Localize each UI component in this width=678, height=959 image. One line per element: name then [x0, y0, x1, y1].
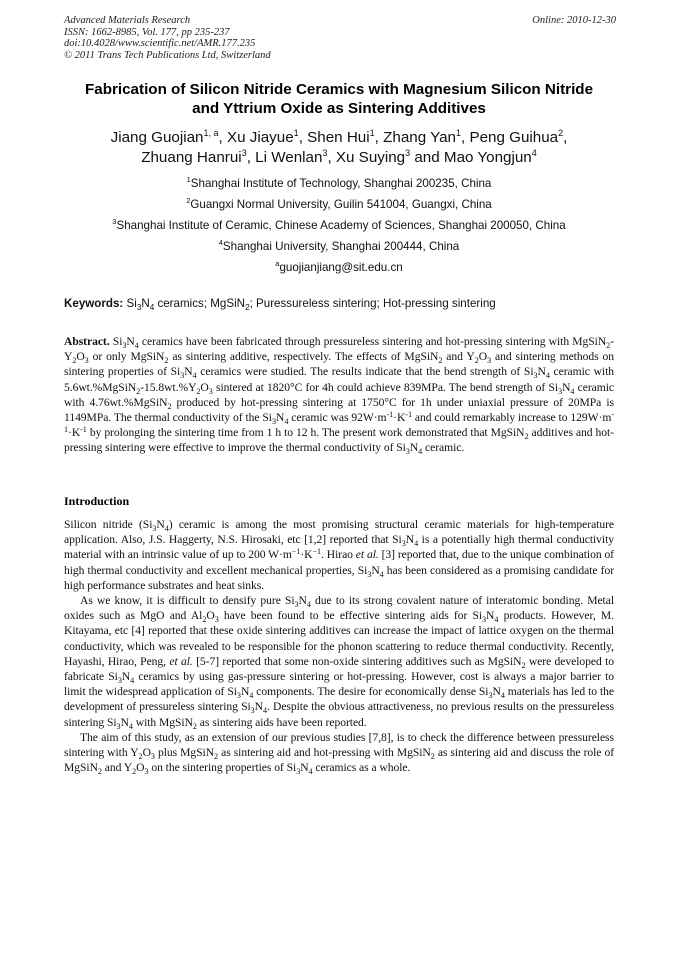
author-name: Mao Yongjun [443, 149, 532, 166]
keywords [64, 296, 624, 311]
author-name: Shen Hui [307, 129, 370, 146]
affiliation: $^4$Shanghai University, Shanghai 200444, China [218, 238, 460, 253]
keywords-text: $Si_3N_4$ ceramics; MgSiN$_2$; Puressureless sintering; Hot-pressing sintering [123, 297, 496, 312]
journal-issn: ISSN: 1662-8985, Vol. 177, pp 235-237 [64, 26, 230, 38]
author-sup: 1, a [203, 128, 219, 138]
title-line-2: and Yttrium Oxide as Sintering Additives [192, 100, 486, 117]
author-sup: 1 [369, 128, 375, 138]
author-name: Zhuang Hanrui [141, 149, 242, 166]
abstract-text: $Si_3N_4$ ceramics have been fabricated through pressureless sintering and hot-pressing sintering with $MgSiN_2-Y_2O_3$ or only MgSiN$_2$ as sintering additive, respectively. The effects of MgSiN$_2$ and $Y_2O_3$ and sintering methods on sintering properties of $Si_3N_4$ ceramics were studied. The results indicate that the bend strength of $Si_3N_4$ ceramic with $5.6wt.\%MgSiN_2-15.8wt.\%Y_2O_3$ sintered at 1820°C for 4h could achieve 839MPa. The bend strength of $Si_3N_4$ ceramic with 4.76wt.%MgSiN$_2$ produced by hot-pressing sintering at 1750°C for 1h under uniaxial pressure of 20MPa is 1149MPa. The thermal conductivity of the $Si_3N_4$ ceramic was $92W\cdot m^{-1}\cdot K^{-1}$ and could remarkably increase to $129W\cdot m^{-1}\cdot K^{-1}$ by prolonging the sintering time from 1 h to 12 h. The present work demonstrated that MgSiN$_2$ additives and hot-pressing sintering were effective to improve the thermal conductivity of $Si_3N_4$ ceramic. [64, 335, 614, 457]
affiliation: $^2$Guangxi Normal University, Guilin 541004, Guangxi, China [186, 196, 492, 211]
author-sup: 3 [322, 148, 328, 158]
section-heading: Introduction [64, 494, 130, 508]
paragraph: As we know, it is difficult to densify pure $Si_3N_4$ due to its strong covalent nature of interatomic bonding. Metal oxides such as MgO and $Al_2O_3$ have been found to be effective sintering aids for $Si_3N_4$ products. However, M. Kitayama, etc [4] reported that these oxide sintering additives can increase the impact of lattice oxygen on the thermal conductivity, which was revealed to be responsible for the phonon scattering to reduce thermal conductivity. Recently, Hayashi, Hirao, Peng, et al. [5-7] reported that some non-oxide sintering additives such as MgSiN$_2$ were developed to fabricate $Si_3N_4$ ceramics by using gas-pressure sintering or hot-pressing. However, cost is always a major barrier to limit the widespread application of $Si_3N_4$ components. The desire for economically dense $Si_3N_4$ materials has led to the development of pressureless sintering $Si_3N_4$. Despite the obvious attractiveness, no previous results on the pressureless sintering $Si_3N_4$ with MgSiN$_2$ as sintering aids have been reported. [64, 594, 614, 731]
author-sup: 3 [241, 148, 247, 158]
author-list [30, 128, 648, 168]
abstract-label: Abstract. [64, 335, 110, 348]
author-name: Xu Suying [335, 149, 406, 166]
title-line-1: Fabrication of Silicon Nitride Ceramics with Magnesium Silicon Nitride [84, 81, 594, 98]
journal-name: Advanced Materials Research [64, 15, 191, 26]
online-date: Online: 2010-12-30 [532, 15, 616, 26]
author-name: Zhang Yan [383, 129, 456, 146]
affiliation: $^3$Shanghai Institute of Ceramic, Chinese Academy of Sciences, Shanghai 200050, China [112, 217, 566, 232]
author-sup: 3 [405, 148, 411, 158]
author-name: Jiang Guojian [110, 129, 204, 146]
affiliation-list [40, 176, 638, 281]
author-name: Li Wenlan [255, 149, 323, 166]
keywords-label: Keywords: [64, 297, 124, 310]
introduction-body [64, 517, 614, 775]
author-sup: 4 [531, 148, 537, 158]
journal-copyright: © 2011 Trans Tech Publications Ltd, Switzerland [64, 49, 271, 61]
journal-doi: doi:10.4028/www.scientific.net/AMR.177.235 [64, 38, 256, 49]
journal-header [64, 15, 616, 61]
author-line-1: Jiang Guojian$^{1, a}$, Xu Jiayue$^1$, Shen Hui$^1$, Zhang Yan$^1$, Peng Guihua$^2$, [110, 128, 568, 146]
author-line-2: Zhuang Hanrui$^3$, Li Wenlan$^3$, Xu Suying$^3$ and Mao Yongjun$^4$ [141, 148, 537, 166]
author-name: Peng Guihua [469, 129, 559, 146]
author-email: $^a$guojianjiang@sit.edu.cn [275, 259, 403, 274]
author-sup: 1 [456, 128, 462, 138]
paragraph: Silicon nitride $(Si_3N_4)$ ceramic is among the most promising structural ceramic materials for high-temperature application. Also, J.S. Haggerty, N.S. Hirosaki, etc [1,2] reported that $Si_3N_4$ is a potentially high thermal conductivity material with an intrinsic value of up to 200 $W\cdot m^{-1}\cdot K^{-1}$. Hirao et al. [3] reported that, due to the unique combination of high thermal conductivity and excellent mechanical properties, $Si_3N_4$ has been considered as a promising candidate for high performance substrates and heat sinks. [64, 518, 615, 592]
author-sup: 2 [558, 128, 564, 138]
paper-title [40, 80, 638, 118]
affiliation: $^1$Shanghai Institute of Technology, Shanghai 200235, China [186, 175, 492, 190]
paragraph: The aim of this study, as an extension of our previous studies [7,8], is to check the difference between pressureless sintering with $Y_2O_3$ plus MgSiN$_2$ as sintering aid and hot-pressing with MgSiN$_2$ as sintering aid and discuss the role of MgSiN$_2$ and $Y_2O_3$ on the sintering properties of $Si_3N_4$ ceramics as a whole. [64, 730, 615, 777]
author-sup: 1 [293, 128, 299, 138]
abstract [64, 334, 614, 456]
author-name: Xu Jiayue [226, 129, 294, 146]
